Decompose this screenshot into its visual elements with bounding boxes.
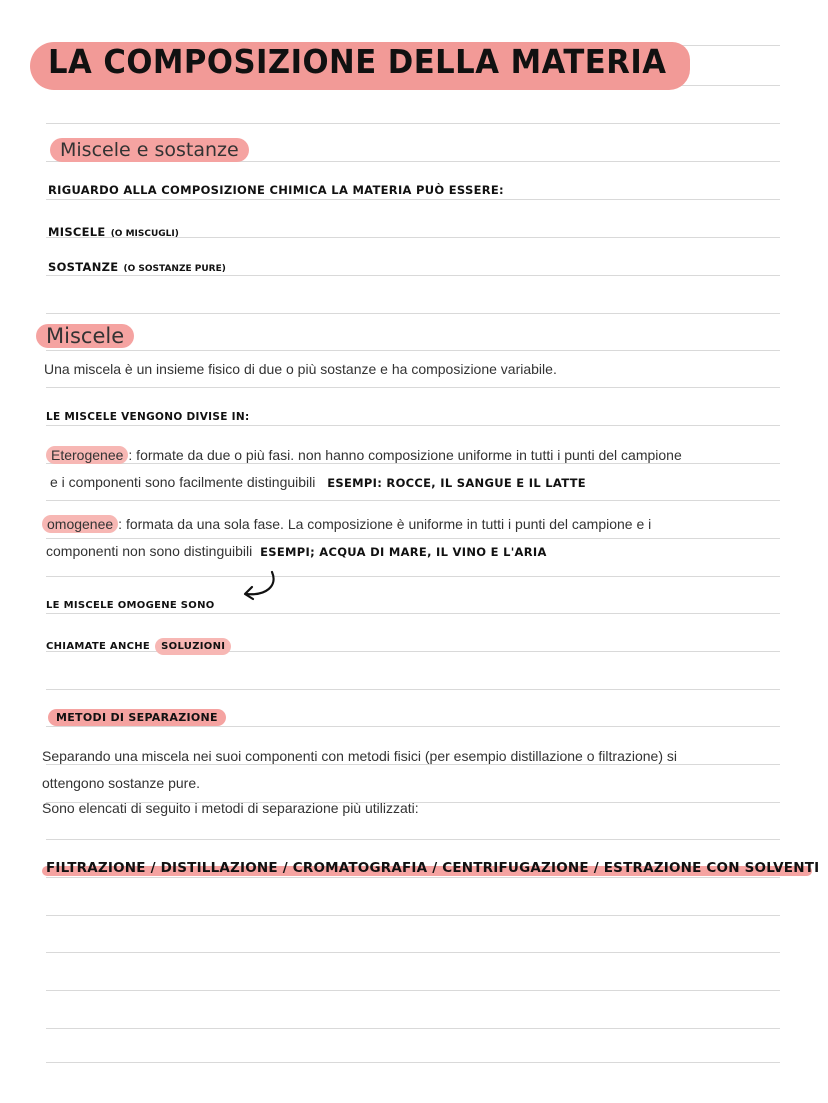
omogenee-line1 <box>42 515 651 533</box>
item-sostanze-note: (O SOSTANZE PURE) <box>123 264 226 274</box>
eterogenee-desc: : formate da due o più fasi. non hanno composizione uniforme in tutti i punti del campione <box>128 447 682 463</box>
composition-intro: RIGUARDO ALLA COMPOSIZIONE CHIMICA LA MATERIA PUÒ ESSERE: <box>48 183 504 197</box>
omogenee-line2 <box>46 543 547 559</box>
omogenee-desc: : formata da una sola fase. La composizione è uniforme in tutti i punti del campione e i <box>118 516 652 532</box>
miscela-definition: Una miscela è un insieme fisico di due o più sostanze e ha composizione variabile. <box>44 361 557 377</box>
page-title-block <box>30 36 690 94</box>
section-heading-metodi: METODI DI SEPARAZIONE <box>48 709 226 726</box>
item-sostanze-label: SOSTANZE <box>48 260 119 274</box>
section-heading-miscele: Miscele <box>36 324 134 348</box>
eterogenee-line2 <box>50 474 586 490</box>
separation-methods-list: FILTRAZIONE / DISTILLAZIONE / CROMATOGRAFIA / CENTRIFUGAZIONE / ESTRAZIONE CON SOLVENTI <box>46 860 820 876</box>
item-miscele-label: MISCELE <box>48 225 106 239</box>
eterogenee-line1 <box>46 446 682 464</box>
separazione-p1-line2: ottengono sostanze pure. <box>42 775 201 791</box>
omogenee-note-line2 <box>46 634 231 655</box>
page-title: LA COMPOSIZIONE DELLA MATERIA <box>48 42 667 81</box>
omogenee-note-line1: LE MISCELE OMOGENE SONO <box>46 600 215 611</box>
section-heading-miscele-sostanze: Miscele e sostanze <box>50 138 249 162</box>
item-miscele <box>48 221 179 240</box>
separazione-p2: Sono elencati di seguito i metodi di separazione più utilizzati: <box>42 800 419 816</box>
curved-arrow-icon <box>238 568 282 608</box>
separazione-p1-line1: Separando una miscela nei suoi componenti con metodi fisici (per esempio distillazione o filtrazione) si <box>42 748 677 764</box>
term-omogenee: omogenee <box>42 515 118 533</box>
miscele-divided-label: LE MISCELE VENGONO DIVISE IN: <box>46 411 250 423</box>
term-eterogenee: Eterogenee <box>46 446 128 464</box>
omogenee-desc-2: componenti non sono distinguibili <box>46 543 253 559</box>
eterogenee-desc-2: e i componenti sono facilmente distinguibili <box>50 474 316 490</box>
eterogenee-examples: ESEMPI: ROCCE, IL SANGUE E IL LATTE <box>327 476 586 490</box>
omogenee-note-prefix: CHIAMATE ANCHE <box>46 641 151 652</box>
omogenee-examples: ESEMPI; ACQUA DI MARE, IL VINO E L'ARIA <box>260 545 547 559</box>
term-soluzioni: SOLUZIONI <box>155 638 231 655</box>
item-sostanze <box>48 256 226 275</box>
item-miscele-note: (O MISCUGLI) <box>110 229 179 239</box>
